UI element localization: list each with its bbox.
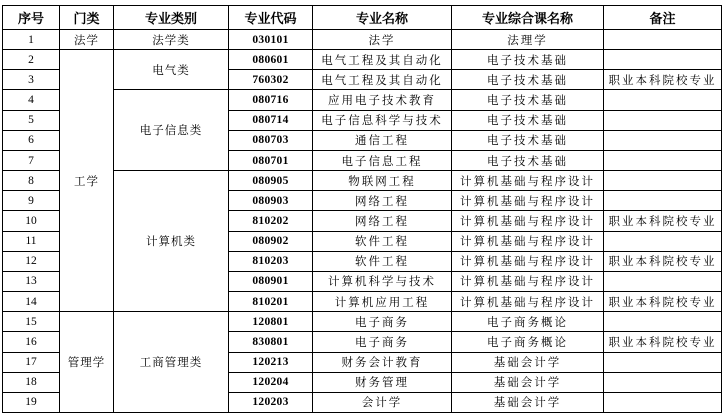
category-cell-business: 工商管理类	[114, 312, 229, 413]
code-cell: 810203	[229, 251, 313, 271]
seq-cell: 11	[3, 231, 60, 251]
discipline-cell-management: 管理学	[60, 312, 114, 413]
code-cell: 120204	[229, 372, 313, 392]
note-cell	[604, 271, 722, 291]
seq-cell: 10	[3, 211, 60, 231]
major-name-cell: 电气工程及其自动化	[313, 70, 452, 90]
course-name-cell: 电子商务概论	[452, 312, 604, 332]
code-cell: 760302	[229, 70, 313, 90]
note-cell: 职业本科院校专业	[604, 332, 722, 352]
code-cell: 080703	[229, 130, 313, 150]
note-cell	[604, 90, 722, 110]
note-cell	[604, 231, 722, 251]
seq-cell: 8	[3, 171, 60, 191]
code-cell: 080716	[229, 90, 313, 110]
major-name-cell: 电子信息工程	[313, 150, 452, 170]
seq-cell: 1	[3, 30, 60, 50]
note-cell	[604, 50, 722, 70]
course-name-cell: 计算机基础与程序设计	[452, 292, 604, 312]
seq-cell: 7	[3, 150, 60, 170]
course-name-cell: 计算机基础与程序设计	[452, 211, 604, 231]
course-name-cell: 计算机基础与程序设计	[452, 191, 604, 211]
course-name-cell: 计算机基础与程序设计	[452, 231, 604, 251]
seq-cell: 19	[3, 392, 60, 412]
course-name-cell: 电子技术基础	[452, 130, 604, 150]
major-name-cell: 电子商务	[313, 332, 452, 352]
header-major-name: 专业名称	[313, 6, 452, 30]
code-cell: 810202	[229, 211, 313, 231]
seq-cell: 16	[3, 332, 60, 352]
course-name-cell: 基础会计学	[452, 372, 604, 392]
code-cell: 830801	[229, 332, 313, 352]
major-name-cell: 软件工程	[313, 231, 452, 251]
seq-cell: 4	[3, 90, 60, 110]
header-code: 专业代码	[229, 6, 313, 30]
seq-cell: 18	[3, 372, 60, 392]
seq-cell: 9	[3, 191, 60, 211]
discipline-cell-law: 法学	[60, 30, 114, 50]
major-name-cell: 网络工程	[313, 191, 452, 211]
note-cell	[604, 352, 722, 372]
code-cell: 080901	[229, 271, 313, 291]
header-seq: 序号	[3, 6, 60, 30]
major-name-cell: 会计学	[313, 392, 452, 412]
seq-cell: 13	[3, 271, 60, 291]
category-cell-law: 法学类	[114, 30, 229, 50]
course-name-cell: 电子商务概论	[452, 332, 604, 352]
note-cell: 职业本科院校专业	[604, 211, 722, 231]
course-name-cell: 计算机基础与程序设计	[452, 271, 604, 291]
course-name-cell: 电子技术基础	[452, 90, 604, 110]
category-cell-electric: 电气类	[114, 50, 229, 90]
course-name-cell: 基础会计学	[452, 392, 604, 412]
seq-cell: 17	[3, 352, 60, 372]
note-cell: 职业本科院校专业	[604, 292, 722, 312]
course-name-cell: 计算机基础与程序设计	[452, 251, 604, 271]
note-cell	[604, 110, 722, 130]
major-name-cell: 电子信息科学与技术	[313, 110, 452, 130]
major-name-cell: 通信工程	[313, 130, 452, 150]
seq-cell: 12	[3, 251, 60, 271]
course-name-cell: 电子技术基础	[452, 110, 604, 130]
code-cell: 030101	[229, 30, 313, 50]
seq-cell: 6	[3, 130, 60, 150]
seq-cell: 3	[3, 70, 60, 90]
header-category: 专业类别	[114, 6, 229, 30]
table-row	[3, 50, 722, 70]
course-name-cell: 电子技术基础	[452, 150, 604, 170]
note-cell	[604, 312, 722, 332]
major-name-cell: 电气工程及其自动化	[313, 50, 452, 70]
note-cell: 职业本科院校专业	[604, 251, 722, 271]
major-name-cell: 应用电子技术教育	[313, 90, 452, 110]
major-name-cell: 物联网工程	[313, 171, 452, 191]
course-name-cell: 法理学	[452, 30, 604, 50]
major-name-cell: 电子商务	[313, 312, 452, 332]
table-row	[3, 312, 722, 332]
code-cell: 080903	[229, 191, 313, 211]
major-name-cell: 网络工程	[313, 211, 452, 231]
code-cell: 080714	[229, 110, 313, 130]
course-name-cell: 基础会计学	[452, 352, 604, 372]
major-name-cell: 财务管理	[313, 372, 452, 392]
discipline-cell-engineering: 工学	[60, 50, 114, 312]
category-cell-computer: 计算机类	[114, 171, 229, 312]
code-cell: 120203	[229, 392, 313, 412]
major-name-cell: 计算机科学与技术	[313, 271, 452, 291]
note-cell	[604, 372, 722, 392]
code-cell: 080905	[229, 171, 313, 191]
note-cell	[604, 191, 722, 211]
seq-cell: 2	[3, 50, 60, 70]
seq-cell: 5	[3, 110, 60, 130]
major-name-cell: 财务会计教育	[313, 352, 452, 372]
header-row	[3, 6, 722, 30]
seq-cell: 15	[3, 312, 60, 332]
header-discipline: 门类	[60, 6, 114, 30]
major-name-cell: 软件工程	[313, 251, 452, 271]
major-name-cell: 法学	[313, 30, 452, 50]
header-note: 备注	[604, 6, 722, 30]
code-cell: 120213	[229, 352, 313, 372]
code-cell: 080601	[229, 50, 313, 70]
seq-cell: 14	[3, 292, 60, 312]
course-name-cell: 计算机基础与程序设计	[452, 171, 604, 191]
table-row	[3, 30, 722, 50]
note-cell	[604, 392, 722, 412]
category-cell-electronic: 电子信息类	[114, 90, 229, 171]
course-name-cell: 电子技术基础	[452, 50, 604, 70]
majors-table	[2, 5, 722, 413]
note-cell	[604, 130, 722, 150]
note-cell: 职业本科院校专业	[604, 70, 722, 90]
note-cell	[604, 30, 722, 50]
header-course-name: 专业综合课名称	[452, 6, 604, 30]
code-cell: 080701	[229, 150, 313, 170]
code-cell: 810201	[229, 292, 313, 312]
note-cell	[604, 171, 722, 191]
course-name-cell: 电子技术基础	[452, 70, 604, 90]
note-cell	[604, 150, 722, 170]
code-cell: 080902	[229, 231, 313, 251]
code-cell: 120801	[229, 312, 313, 332]
major-name-cell: 计算机应用工程	[313, 292, 452, 312]
